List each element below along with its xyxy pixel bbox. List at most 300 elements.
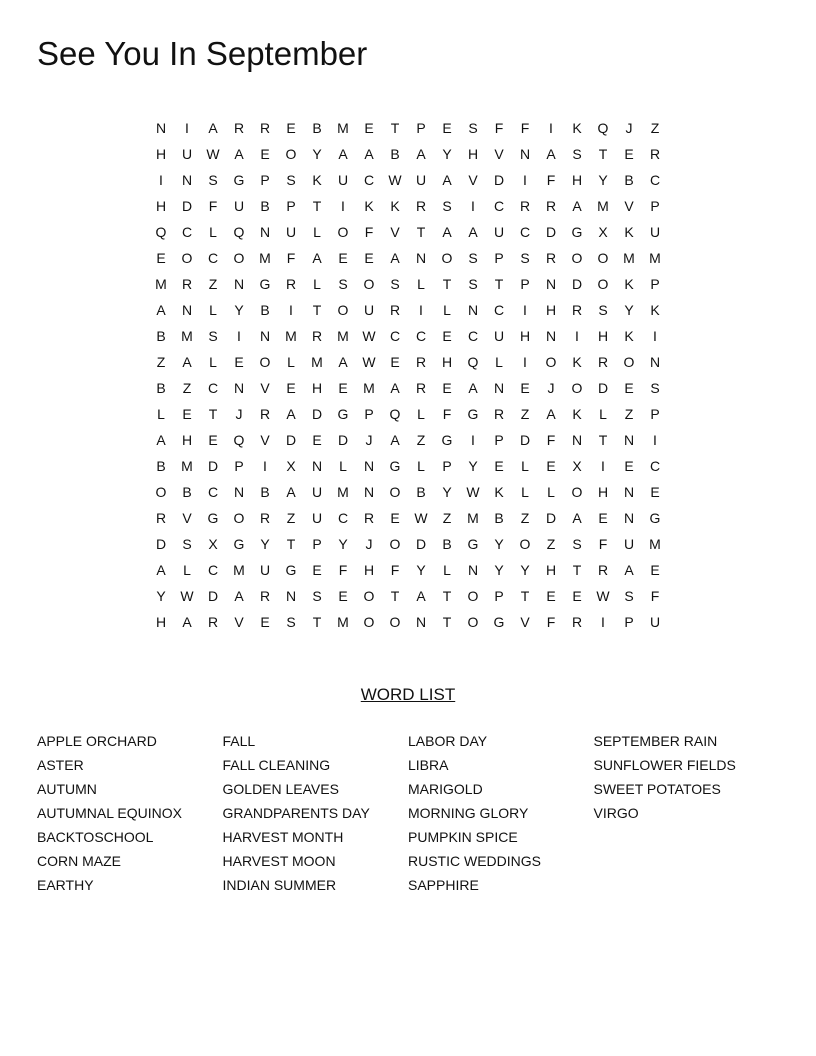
grid-letter: I (653, 328, 657, 344)
grid-letter: A (390, 380, 400, 396)
grid-letter: M (181, 458, 193, 474)
grid-letter: N (259, 328, 271, 344)
grid-letter: B (182, 484, 192, 500)
grid-letter: A (312, 250, 322, 266)
grid-letter: E (182, 406, 192, 422)
grid-letter: O (337, 302, 349, 318)
grid-letter: N (571, 432, 583, 448)
grid-letter: E (624, 146, 634, 162)
grid-row (148, 531, 668, 557)
grid-letter: F (208, 198, 218, 214)
grid-letter: N (623, 510, 635, 526)
grid-letter: P (650, 406, 660, 422)
grid-letter: X (598, 224, 608, 240)
grid-row (148, 609, 668, 635)
grid-letter: E (312, 432, 322, 448)
grid-letter: M (363, 380, 375, 396)
grid-letter: J (625, 120, 633, 136)
grid-letter: A (364, 146, 374, 162)
grid-letter: D (285, 432, 297, 448)
grid-letter: C (363, 172, 375, 188)
grid-letter: K (312, 172, 322, 188)
grid-letter: J (235, 406, 243, 422)
grid-letter: Y (468, 458, 478, 474)
grid-letter: N (623, 484, 635, 500)
grid-letter: E (364, 250, 374, 266)
word-list-column (37, 729, 223, 897)
grid-letter: G (441, 432, 453, 448)
grid-letter: Z (416, 432, 426, 448)
grid-letter: O (623, 354, 635, 370)
grid-letter: E (390, 510, 400, 526)
word-list-item: GRANDPARENTS DAY (222, 805, 370, 821)
grid-letter: X (286, 458, 296, 474)
word-list-item: INDIAN SUMMER (222, 877, 337, 893)
grid-letter: Z (624, 406, 634, 422)
grid-letter: E (260, 614, 270, 630)
grid-letter: N (415, 250, 427, 266)
grid-letter: R (597, 562, 609, 578)
grid-letter: K (494, 484, 504, 500)
grid-letter: H (441, 354, 453, 370)
grid-letter: O (545, 354, 557, 370)
grid-letter: O (181, 250, 193, 266)
grid-letter: G (467, 406, 479, 422)
grid-letter: B (390, 146, 400, 162)
grid-letter: O (389, 614, 401, 630)
grid-letter: N (415, 614, 427, 630)
grid-letter: C (207, 380, 219, 396)
grid-letter: R (649, 146, 661, 162)
grid-letter: E (286, 380, 296, 396)
grid-letter: A (338, 146, 348, 162)
grid-letter: F (650, 588, 660, 604)
grid-letter: U (649, 224, 661, 240)
grid-letter: N (233, 276, 245, 292)
grid-letter: Z (286, 510, 296, 526)
grid-row (148, 141, 668, 167)
grid-letter: Q (155, 224, 167, 240)
grid-letter: D (571, 276, 583, 292)
grid-letter: L (209, 302, 217, 318)
word-list-item: PUMPKIN SPICE (408, 829, 518, 845)
grid-letter: N (155, 120, 167, 136)
grid-letter: N (545, 328, 557, 344)
grid-letter: R (181, 276, 193, 292)
grid-letter: U (233, 198, 245, 214)
grid-row (148, 427, 668, 453)
grid-letter: I (185, 120, 189, 136)
grid-letter: L (157, 406, 165, 422)
grid-letter: O (597, 250, 609, 266)
grid-letter: O (259, 354, 271, 370)
grid-letter: O (363, 588, 375, 604)
grid-letter: O (233, 510, 245, 526)
grid-letter: P (494, 250, 504, 266)
grid-letter: N (311, 458, 323, 474)
grid-letter: S (572, 536, 582, 552)
grid-letter: H (363, 562, 375, 578)
grid-row (148, 271, 668, 297)
grid-letter: O (285, 146, 297, 162)
grid-letter: O (571, 250, 583, 266)
grid-row (148, 115, 668, 141)
grid-letter: P (624, 614, 634, 630)
word-list-item: SEPTEMBER RAIN (593, 733, 718, 749)
grid-letter: Y (234, 302, 244, 318)
grid-letter: C (493, 198, 505, 214)
word-list (37, 729, 797, 897)
grid-letter: P (416, 120, 426, 136)
grid-letter: B (624, 172, 634, 188)
grid-letter: S (208, 172, 218, 188)
grid-letter: E (520, 380, 530, 396)
grid-letter: J (365, 536, 373, 552)
grid-letter: Z (520, 510, 530, 526)
grid-letter: E (260, 146, 270, 162)
grid-letter: O (467, 614, 479, 630)
grid-letter: O (597, 276, 609, 292)
grid-letter: A (234, 146, 244, 162)
word-list-column (594, 729, 780, 897)
grid-letter: U (363, 302, 375, 318)
grid-row (148, 167, 668, 193)
grid-letter: R (519, 198, 531, 214)
grid-letter: L (443, 562, 451, 578)
grid-letter: P (442, 458, 452, 474)
grid-letter: C (207, 484, 219, 500)
grid-letter: W (596, 588, 610, 604)
grid-letter: A (442, 172, 452, 188)
grid-letter: T (286, 536, 296, 552)
grid-letter: S (208, 328, 218, 344)
grid-letter: T (208, 406, 218, 422)
grid-letter: G (233, 172, 245, 188)
grid-letter: E (442, 380, 452, 396)
grid-letter: H (597, 484, 609, 500)
grid-letter: I (341, 198, 345, 214)
grid-letter: E (312, 562, 322, 578)
grid-letter: B (260, 198, 270, 214)
grid-letter: M (311, 354, 323, 370)
grid-letter: A (234, 588, 244, 604)
word-list-item: APPLE ORCHARD (37, 733, 157, 749)
grid-letter: F (546, 432, 556, 448)
grid-letter: I (523, 302, 527, 318)
grid-letter: I (237, 328, 241, 344)
grid-letter: H (155, 198, 167, 214)
grid-letter: G (207, 510, 219, 526)
grid-letter: N (233, 380, 245, 396)
grid-letter: N (519, 146, 531, 162)
grid-letter: M (181, 328, 193, 344)
grid-letter: I (159, 172, 163, 188)
grid-letter: E (572, 588, 582, 604)
grid-letter: S (338, 276, 348, 292)
grid-letter: M (649, 250, 661, 266)
grid-letter: M (467, 510, 479, 526)
grid-letter: O (337, 224, 349, 240)
grid-letter: S (572, 146, 582, 162)
grid-letter: T (390, 588, 400, 604)
grid-letter: E (208, 432, 218, 448)
grid-letter: M (285, 328, 297, 344)
grid-letter: A (546, 146, 556, 162)
grid-letter: U (259, 562, 271, 578)
grid-letter: O (389, 484, 401, 500)
grid-letter: Z (182, 380, 192, 396)
grid-letter: P (650, 276, 660, 292)
grid-letter: I (549, 120, 553, 136)
grid-letter: D (181, 198, 193, 214)
grid-letter: L (209, 354, 217, 370)
grid-letter: E (494, 458, 504, 474)
page-title: See You In September (37, 35, 368, 72)
grid-letter: E (546, 588, 556, 604)
grid-letter: S (286, 172, 296, 188)
grid-letter: U (337, 172, 349, 188)
grid-letter: N (467, 562, 479, 578)
grid-letter: Q (597, 120, 609, 136)
grid-letter: D (207, 458, 219, 474)
grid-letter: E (156, 250, 166, 266)
grid-letter: L (521, 484, 529, 500)
grid-row (148, 479, 668, 505)
grid-letter: P (494, 588, 504, 604)
grid-letter: N (493, 380, 505, 396)
word-list-item: MARIGOLD (408, 781, 483, 797)
grid-letter: R (285, 276, 297, 292)
grid-letter: L (495, 354, 503, 370)
grid-letter: A (208, 120, 218, 136)
grid-letter: K (572, 406, 582, 422)
grid-letter: R (415, 380, 427, 396)
grid-letter: A (416, 588, 426, 604)
grid-letter: E (338, 380, 348, 396)
grid-letter: I (471, 198, 475, 214)
grid-letter: R (259, 510, 271, 526)
grid-row (148, 219, 668, 245)
grid-row (148, 193, 668, 219)
grid-letter: X (208, 536, 218, 552)
grid-letter: M (623, 250, 635, 266)
grid-letter: H (155, 614, 167, 630)
grid-letter: A (390, 432, 400, 448)
grid-letter: R (545, 250, 557, 266)
grid-letter: U (311, 484, 323, 500)
grid-letter: Z (156, 354, 166, 370)
grid-letter: G (285, 562, 297, 578)
grid-letter: R (363, 510, 375, 526)
grid-letter: N (285, 588, 297, 604)
grid-letter: Q (389, 406, 401, 422)
grid-letter: N (233, 484, 245, 500)
grid-letter: F (520, 120, 530, 136)
grid-letter: P (520, 276, 530, 292)
grid-letter: Y (624, 302, 634, 318)
grid-letter: S (182, 536, 192, 552)
grid-letter: L (287, 354, 295, 370)
grid-letter: M (649, 536, 661, 552)
grid-letter: G (233, 536, 245, 552)
grid-letter: V (520, 614, 530, 630)
grid-letter: R (207, 614, 219, 630)
grid-letter: E (338, 588, 348, 604)
grid-letter: W (388, 172, 402, 188)
word-list-item: LABOR DAY (408, 733, 488, 749)
grid-letter: A (182, 354, 192, 370)
grid-letter: T (520, 588, 530, 604)
grid-letter: K (390, 198, 400, 214)
grid-letter: G (649, 510, 661, 526)
grid-letter: Q (233, 432, 245, 448)
grid-letter: Y (494, 536, 504, 552)
grid-row (148, 453, 668, 479)
word-list-item: HARVEST MONTH (222, 829, 344, 845)
word-list-item: VIRGO (593, 805, 639, 821)
grid-letter: G (571, 224, 583, 240)
grid-letter: Z (546, 536, 556, 552)
grid-letter: A (156, 432, 166, 448)
grid-letter: D (415, 536, 427, 552)
grid-letter: A (156, 302, 166, 318)
grid-letter: Y (494, 562, 504, 578)
grid-letter: D (207, 588, 219, 604)
grid-letter: D (545, 224, 557, 240)
grid-letter: B (312, 120, 322, 136)
grid-letter: J (547, 380, 555, 396)
grid-letter: F (364, 224, 374, 240)
grid-letter: W (414, 510, 428, 526)
grid-letter: H (467, 146, 479, 162)
word-list-item: LIBRA (408, 757, 449, 773)
grid-letter: O (519, 536, 531, 552)
grid-letter: A (624, 562, 634, 578)
grid-letter: A (286, 484, 296, 500)
grid-letter: N (181, 172, 193, 188)
grid-letter: E (338, 250, 348, 266)
grid-letter: A (468, 224, 478, 240)
grid-letter: D (519, 432, 531, 448)
grid-letter: F (546, 172, 556, 188)
grid-row (148, 323, 668, 349)
grid-letter: V (494, 146, 504, 162)
grid-letter: L (313, 276, 321, 292)
grid-letter: P (260, 172, 270, 188)
grid-letter: P (494, 432, 504, 448)
grid-letter: F (390, 562, 400, 578)
grid-letter: O (363, 276, 375, 292)
grid-letter: H (597, 328, 609, 344)
word-list-item: SAPPHIRE (408, 877, 479, 893)
grid-letter: R (545, 198, 557, 214)
grid-letter: N (181, 302, 193, 318)
grid-letter: R (259, 406, 271, 422)
grid-letter: S (520, 250, 530, 266)
grid-letter: L (209, 224, 217, 240)
grid-letter: S (468, 250, 478, 266)
grid-letter: L (313, 224, 321, 240)
grid-letter: G (467, 536, 479, 552)
grid-letter: N (259, 224, 271, 240)
grid-letter: E (442, 328, 452, 344)
word-list-item: FALL CLEANING (222, 757, 331, 773)
grid-letter: B (416, 484, 426, 500)
grid-letter: R (259, 120, 271, 136)
grid-letter: Y (260, 536, 270, 552)
grid-row (148, 583, 668, 609)
grid-letter: T (598, 432, 608, 448)
grid-letter: U (181, 146, 193, 162)
grid-letter: H (181, 432, 193, 448)
grid-letter: T (416, 224, 426, 240)
grid-letter: T (390, 120, 400, 136)
grid-letter: I (289, 302, 293, 318)
grid-letter: Y (338, 536, 348, 552)
grid-letter: T (312, 614, 322, 630)
word-list-item: BACKTOSCHOOL (37, 829, 154, 845)
grid-letter: C (649, 172, 661, 188)
grid-letter: K (364, 198, 374, 214)
grid-letter: R (571, 614, 583, 630)
grid-letter: C (467, 328, 479, 344)
grid-letter: N (545, 276, 557, 292)
grid-letter: M (233, 562, 245, 578)
grid-letter: I (601, 458, 605, 474)
grid-letter: S (390, 276, 400, 292)
word-list-item: CORN MAZE (37, 853, 121, 869)
grid-letter: C (649, 458, 661, 474)
grid-letter: Y (598, 172, 608, 188)
word-list-item: MORNING GLORY (408, 805, 529, 821)
grid-letter: R (493, 406, 505, 422)
grid-letter: C (389, 328, 401, 344)
grid-letter: B (260, 302, 270, 318)
grid-letter: Y (520, 562, 530, 578)
grid-letter: T (494, 276, 504, 292)
grid-letter: A (572, 510, 582, 526)
grid-letter: U (285, 224, 297, 240)
grid-letter: P (286, 198, 296, 214)
grid-letter: I (575, 328, 579, 344)
grid-letter: N (467, 302, 479, 318)
grid-letter: C (207, 562, 219, 578)
grid-letter: L (417, 458, 425, 474)
grid-letter: H (311, 380, 323, 396)
grid-letter: R (571, 302, 583, 318)
grid-letter: I (601, 614, 605, 630)
grid-letter: O (233, 250, 245, 266)
grid-letter: U (623, 536, 635, 552)
grid-letter: F (494, 120, 504, 136)
grid-letter: H (155, 146, 167, 162)
grid-letter: F (338, 562, 348, 578)
grid-letter: R (415, 354, 427, 370)
grid-letter: E (624, 380, 634, 396)
grid-letter: O (571, 484, 583, 500)
grid-letter: F (598, 536, 608, 552)
grid-letter: V (260, 380, 270, 396)
grid-letter: A (156, 562, 166, 578)
word-list-item: GOLDEN LEAVES (222, 781, 339, 797)
word-list-item: RUSTIC WEDDINGS (408, 853, 541, 869)
grid-letter: C (337, 510, 349, 526)
grid-letter: B (442, 536, 452, 552)
grid-letter: O (571, 380, 583, 396)
grid-letter: T (442, 276, 452, 292)
grid-letter: H (571, 172, 583, 188)
grid-letter: N (623, 432, 635, 448)
